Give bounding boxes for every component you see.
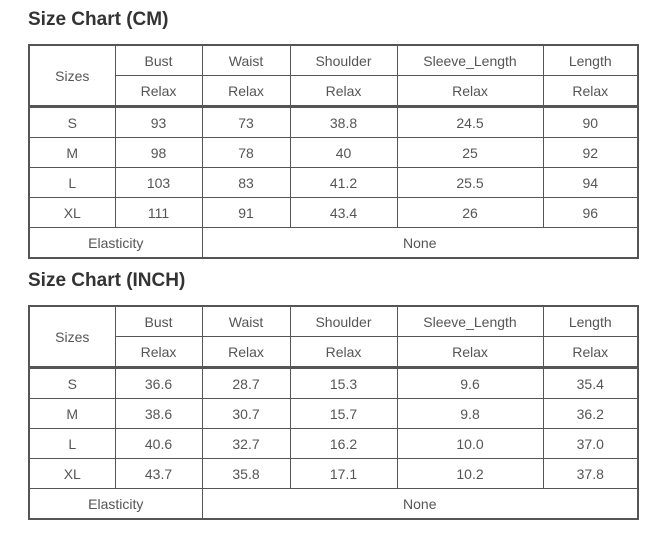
measurement-cell: 10.2 [397, 459, 543, 489]
measurement-cell: 41.2 [290, 168, 397, 198]
measurement-cell: 24.5 [397, 107, 543, 138]
size-chart-cm-table [28, 44, 639, 259]
measurement-cell: 40.6 [115, 429, 202, 459]
header-row [29, 45, 638, 76]
fit-cell: Relax [290, 337, 397, 368]
measurement-cell: 78 [202, 138, 290, 168]
table-row [29, 198, 638, 228]
size-label-cell: L [29, 429, 115, 459]
measurement-cell: 40 [290, 138, 397, 168]
column-header-cell: Bust [115, 45, 202, 76]
measurement-cell: 38.6 [115, 399, 202, 429]
size-label-cell: L [29, 168, 115, 198]
measurement-cell: 96 [543, 198, 638, 228]
measurement-cell: 15.7 [290, 399, 397, 429]
table-row [29, 399, 638, 429]
measurement-cell: 26 [397, 198, 543, 228]
sizes-header-cell: Sizes [29, 45, 115, 107]
size-label-cell: S [29, 368, 115, 399]
measurement-cell: 35.4 [543, 368, 638, 399]
measurement-cell: 25 [397, 138, 543, 168]
elasticity-row [29, 489, 638, 520]
measurement-cell: 98 [115, 138, 202, 168]
measurement-cell: 15.3 [290, 368, 397, 399]
measurement-cell: 38.8 [290, 107, 397, 138]
measurement-cell: 73 [202, 107, 290, 138]
fit-cell: Relax [397, 337, 543, 368]
fit-cell: Relax [397, 76, 543, 107]
size-label-cell: XL [29, 459, 115, 489]
column-header-cell: Shoulder [290, 306, 397, 337]
measurement-cell: 94 [543, 168, 638, 198]
fit-cell: Relax [202, 337, 290, 368]
fit-cell: Relax [115, 337, 202, 368]
measurement-cell: 30.7 [202, 399, 290, 429]
column-header-cell: Length [543, 45, 638, 76]
measurement-cell: 32.7 [202, 429, 290, 459]
size-label-cell: S [29, 107, 115, 138]
sizes-header-cell: Sizes [29, 306, 115, 368]
elasticity-label-cell: Elasticity [29, 489, 202, 520]
measurement-cell: 35.8 [202, 459, 290, 489]
table-row [29, 138, 638, 168]
measurement-cell: 83 [202, 168, 290, 198]
size-label-cell: M [29, 399, 115, 429]
measurement-cell: 37.0 [543, 429, 638, 459]
header-row [29, 306, 638, 337]
column-header-cell: Sleeve_Length [397, 45, 543, 76]
elasticity-value-cell: None [202, 489, 638, 520]
measurement-cell: 103 [115, 168, 202, 198]
fit-row [29, 76, 638, 107]
measurement-cell: 91 [202, 198, 290, 228]
column-header-cell: Sleeve_Length [397, 306, 543, 337]
table-row [29, 168, 638, 198]
measurement-cell: 43.7 [115, 459, 202, 489]
measurement-cell: 10.0 [397, 429, 543, 459]
elasticity-row [29, 228, 638, 259]
measurement-cell: 17.1 [290, 459, 397, 489]
measurement-cell: 9.6 [397, 368, 543, 399]
fit-cell: Relax [543, 337, 638, 368]
measurement-cell: 43.4 [290, 198, 397, 228]
column-header-cell: Shoulder [290, 45, 397, 76]
measurement-cell: 37.8 [543, 459, 638, 489]
table-row [29, 368, 638, 399]
measurement-cell: 92 [543, 138, 638, 168]
column-header-cell: Length [543, 306, 638, 337]
fit-cell: Relax [543, 76, 638, 107]
elasticity-label-cell: Elasticity [29, 228, 202, 259]
measurement-cell: 28.7 [202, 368, 290, 399]
measurement-cell: 36.2 [543, 399, 638, 429]
measurement-cell: 16.2 [290, 429, 397, 459]
table-row [29, 429, 638, 459]
measurement-cell: 36.6 [115, 368, 202, 399]
size-label-cell: XL [29, 198, 115, 228]
elasticity-value-cell: None [202, 228, 638, 259]
fit-row [29, 337, 638, 368]
size-chart-inch-title: Size Chart (INCH) [28, 270, 186, 291]
measurement-cell: 25.5 [397, 168, 543, 198]
column-header-cell: Bust [115, 306, 202, 337]
measurement-cell: 90 [543, 107, 638, 138]
table-row [29, 459, 638, 489]
fit-cell: Relax [290, 76, 397, 107]
size-label-cell: M [29, 138, 115, 168]
fit-cell: Relax [202, 76, 290, 107]
measurement-cell: 9.8 [397, 399, 543, 429]
column-header-cell: Waist [202, 306, 290, 337]
measurement-cell: 111 [115, 198, 202, 228]
column-header-cell: Waist [202, 45, 290, 76]
table-row [29, 107, 638, 138]
size-chart-inch-table [28, 305, 639, 520]
size-chart-cm-title: Size Chart (CM) [28, 9, 169, 30]
measurement-cell: 93 [115, 107, 202, 138]
fit-cell: Relax [115, 76, 202, 107]
